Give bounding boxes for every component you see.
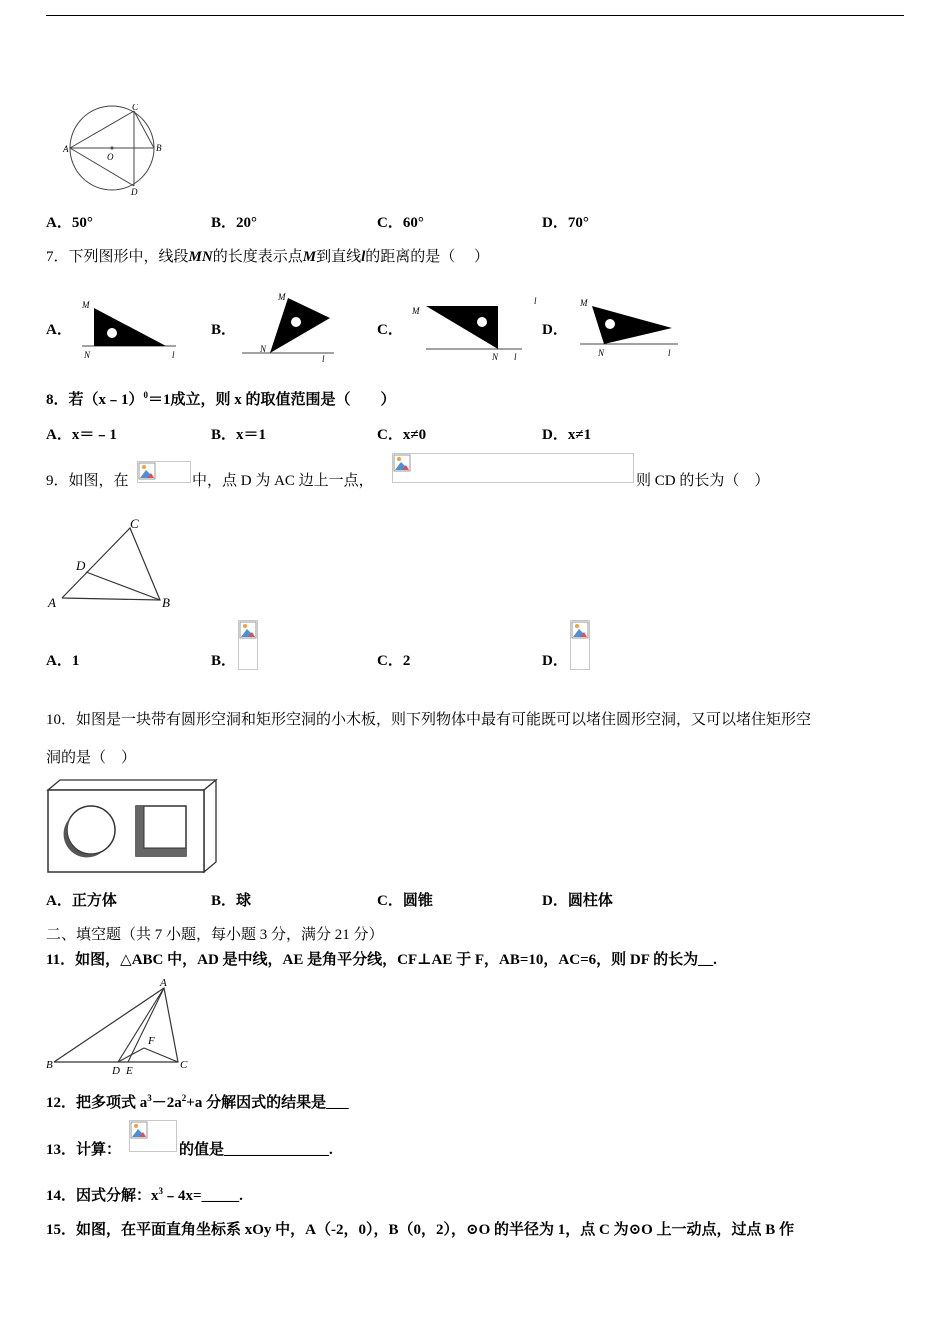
q7-c-label-l: l <box>514 352 517 362</box>
q12-text-c: +a 分解因式的结果是___ <box>186 1095 349 1111</box>
q8-option-b[interactable] <box>211 423 266 444</box>
q7-option-c[interactable]: C． <box>377 322 403 338</box>
q8-stem-b: ＝1成立，则 x 的取值范围是（ ） <box>148 392 396 408</box>
q7-stem <box>46 245 489 266</box>
q11-label-f: F <box>148 1035 155 1047</box>
q8-stem-a: 8．若（x﹣1） <box>46 392 144 408</box>
q9-stem-b: 中，点 D 为 AC 边上一点， <box>192 473 374 489</box>
q9-broken-image-condition <box>392 453 634 483</box>
q6-label-a: A <box>63 144 69 154</box>
q7-b-label-m: M <box>278 292 286 302</box>
q6-option-a-text: 50° <box>71 215 93 231</box>
q14-text-b: ﹣4x=_____. <box>163 1188 243 1204</box>
q9-triangle-figure <box>44 514 184 612</box>
q12-sup-2: 2 <box>181 1093 187 1103</box>
q10-option-c-key: C． <box>377 893 403 909</box>
q8-option-b-text: x＝1 <box>236 427 267 443</box>
q13-stem-b: 的值是______________. <box>179 1142 333 1158</box>
q7-d-label-m: M <box>580 298 588 308</box>
q9-option-a-text: 1 <box>71 653 80 669</box>
q10-option-b-text: 球 <box>236 893 252 909</box>
q7-d-label-n: N <box>598 348 605 358</box>
q7-a-label-m: M <box>82 300 90 310</box>
q7-stem-part: 的距离的是（ ） <box>365 249 490 265</box>
q7-stem-l: l <box>361 249 366 265</box>
q9-option-b-key: B． <box>211 653 237 669</box>
q11-label-c: C <box>180 1059 188 1071</box>
q6-label-d: D <box>131 187 138 196</box>
q10-board-figure <box>46 778 218 876</box>
broken-image-icon <box>130 1121 148 1139</box>
q8-option-a[interactable] <box>46 423 117 444</box>
q7-b-label-l: l <box>322 354 325 362</box>
q10-option-b-key: B． <box>211 893 237 909</box>
q7-figure-d <box>574 294 684 360</box>
q11-triangle-figure <box>44 974 194 1080</box>
q7-b-label-n: N <box>260 344 267 354</box>
q10-option-c[interactable] <box>377 889 433 910</box>
q8-stem <box>46 388 396 409</box>
q12-text-b: －2a <box>151 1095 182 1111</box>
q8-option-d[interactable] <box>542 423 591 444</box>
q7-option-b[interactable]: B． <box>211 322 237 338</box>
q8-option-a-text: x＝﹣1 <box>71 427 117 443</box>
q7-option-a[interactable]: A． <box>46 322 72 338</box>
q9-label-c: C <box>130 516 139 531</box>
q7-figure-c <box>406 292 544 364</box>
q10-option-a-key: A． <box>46 893 72 909</box>
q14-text-a: 14．因式分解：x <box>46 1188 159 1204</box>
broken-image-icon <box>393 454 411 472</box>
q7-c-label-m: M <box>412 306 420 316</box>
q9-option-c-key: C． <box>377 653 403 669</box>
broken-image-icon <box>138 462 156 480</box>
q9-option-d-key: D． <box>542 653 568 669</box>
q11-label-d: D <box>112 1065 120 1077</box>
q7-stem-part: 下列图形中，线段 <box>68 249 189 265</box>
q10-option-b[interactable] <box>211 889 251 910</box>
q7-stem-mn: MN <box>188 249 213 265</box>
q7-c-label-n: N <box>492 352 499 362</box>
q9-option-b[interactable] <box>211 649 236 670</box>
q6-option-a-key: A． <box>46 215 72 231</box>
q13-broken-image <box>129 1120 177 1152</box>
q8-option-a-key: A． <box>46 427 72 443</box>
q7-option-d[interactable]: D． <box>542 322 568 338</box>
q6-option-d-text: 70° <box>567 215 589 231</box>
q9-label-b: B <box>162 595 170 610</box>
q9-option-a[interactable] <box>46 649 79 670</box>
q9-option-c[interactable] <box>377 649 410 670</box>
q11-stem: 11．如图，△ABC 中，AD 是中线，AE 是角平分线，CF⊥AE 于 F，AB=10，AC=6，则 DF 的长为__. <box>46 952 717 968</box>
q10-option-d-text: 圆柱体 <box>567 893 613 909</box>
q8-option-c-text: x≠0 <box>402 427 427 443</box>
q7-stem-m: M <box>302 249 317 265</box>
q12-sup-1: 3 <box>147 1093 152 1103</box>
q11-label-a: A <box>160 977 167 989</box>
q11-label-b: B <box>46 1059 53 1071</box>
q7-a-label-n: N <box>84 350 91 360</box>
broken-image-icon <box>571 621 589 639</box>
q8-option-d-key: D． <box>542 427 568 443</box>
q6-option-b-text: 20° <box>236 215 258 231</box>
q7-figure-a <box>78 296 182 360</box>
q6-option-b[interactable] <box>211 211 257 232</box>
q10-option-d[interactable] <box>542 889 613 910</box>
q8-option-b-key: B． <box>211 427 237 443</box>
q9-option-a-key: A． <box>46 653 72 669</box>
q8-option-c-key: C． <box>377 427 403 443</box>
q6-option-d-key: D． <box>542 215 568 231</box>
q7-d-label-l: l <box>668 348 671 358</box>
q10-stem-line1: 10．如图是一块带有圆形空洞和矩形空洞的小木板，则下列物体中最有可能既可以堵住圆形空洞，又可以堵住矩形空 <box>46 712 812 728</box>
q7-a-label-l: l <box>172 350 175 360</box>
q9-stem-c: 则 CD 的长为（ ） <box>636 473 770 489</box>
q14-sup: 3 <box>158 1186 164 1196</box>
q9-option-d-broken-image <box>570 620 590 670</box>
q6-option-a[interactable] <box>46 211 93 232</box>
q6-label-b: B <box>156 143 162 153</box>
header-rule <box>46 15 904 16</box>
q9-option-c-text: 2 <box>402 653 411 669</box>
q10-option-c-text: 圆锥 <box>402 893 433 909</box>
q9-stem-a: 9．如图，在 <box>46 473 129 489</box>
q7-c-label-l-top: l <box>534 296 537 306</box>
q9-option-b-broken-image <box>238 620 258 670</box>
q8-option-c[interactable] <box>377 423 426 444</box>
q6-option-b-key: B． <box>211 215 237 231</box>
q7-figure-b <box>240 290 340 362</box>
q7-stem-part: 的长度表示点 <box>212 249 303 265</box>
q9-broken-image-triangle <box>137 461 191 483</box>
q6-label-o: O <box>107 152 114 162</box>
q11-label-e: E <box>126 1065 133 1077</box>
broken-image-icon <box>239 621 257 639</box>
q15-stem: 15．如图，在平面直角坐标系 xOy 中，A（-2，0），B（0，2），⊙O 的半径为 1，点 C 为⊙O 上一动点，过点 B 作 <box>46 1222 795 1238</box>
q12-text-a: 12．把多项式 a <box>46 1095 148 1111</box>
q9-option-d[interactable] <box>542 649 568 670</box>
q6-option-d[interactable] <box>542 211 589 232</box>
q6-label-c: C <box>132 104 139 112</box>
q9-label-d: D <box>76 558 86 573</box>
q9-label-a: A <box>48 595 56 610</box>
q6-circle-figure <box>62 104 166 196</box>
q14-stem <box>46 1184 243 1205</box>
q7-number: 7． <box>46 249 69 265</box>
section-2-title: 二、填空题（共 7 小题，每小题 3 分，满分 21 分） <box>46 927 384 943</box>
q10-option-a-text: 正方体 <box>71 893 117 909</box>
q6-option-c-text: 60° <box>402 215 424 231</box>
q10-stem-line2: 洞的是（ ） <box>46 750 137 766</box>
q6-option-c[interactable] <box>377 211 424 232</box>
q10-option-d-key: D． <box>542 893 568 909</box>
q7-stem-part: 到直线 <box>316 249 362 265</box>
q10-option-a[interactable] <box>46 889 117 910</box>
q13-stem-a: 13．计算： <box>46 1142 122 1158</box>
q6-option-c-key: C． <box>377 215 403 231</box>
q8-stem-sup: 0 <box>143 390 149 400</box>
q8-option-d-text: x≠1 <box>567 427 592 443</box>
q12-stem <box>46 1091 349 1112</box>
